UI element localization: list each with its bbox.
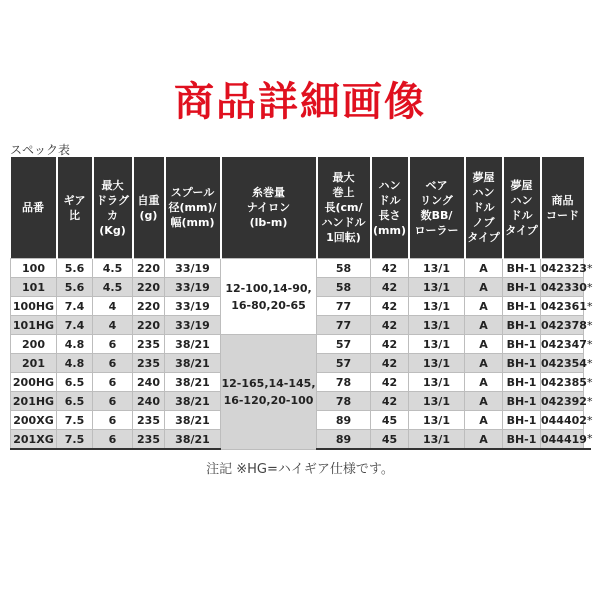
cell-gear: 5.6: [57, 278, 93, 297]
line-capacity-cell: 12-100,14-90, 16-80,20-65: [221, 259, 317, 335]
column-header: スプール 径(mm)/ 幅(mm): [165, 157, 221, 259]
cell-spool: 38/21: [165, 335, 221, 354]
row-mark: *: [587, 413, 593, 427]
cell-handle-type: BH-1: [503, 335, 541, 354]
column-header: ギア 比: [57, 157, 93, 259]
column-header: 夢屋 ハン ドル ノブ タイプ: [465, 157, 503, 259]
cell-model: 201HG: [11, 392, 57, 411]
mark-column-header: [584, 157, 591, 259]
cell-knob: A: [465, 411, 503, 430]
cell-bearing: 13/1: [409, 354, 465, 373]
cell-spool: 38/21: [165, 354, 221, 373]
cell-retrieve: 89: [317, 411, 371, 430]
cell-model: 101HG: [11, 316, 57, 335]
cell-handle: 42: [371, 316, 409, 335]
cell-handle-type: BH-1: [503, 411, 541, 430]
cell-drag: 6: [93, 392, 133, 411]
cell-handle-type: BH-1: [503, 392, 541, 411]
cell-handle: 45: [371, 411, 409, 430]
cell-model: 201: [11, 354, 57, 373]
cell-drag: 6: [93, 335, 133, 354]
line-capacity-cell: 12-165,14-145, 16-120,20-100: [221, 335, 317, 450]
cell-drag: 6: [93, 430, 133, 450]
cell-code: 042347: [541, 335, 584, 354]
cell-weight: 240: [133, 392, 165, 411]
cell-bearing: 13/1: [409, 316, 465, 335]
cell-weight: 220: [133, 297, 165, 316]
cell-retrieve: 58: [317, 259, 371, 278]
cell-gear: 6.5: [57, 373, 93, 392]
cell-handle: 42: [371, 392, 409, 411]
cell-gear: 7.4: [57, 316, 93, 335]
row-mark: *: [587, 375, 593, 389]
cell-handle: 42: [371, 278, 409, 297]
column-header: 最大 ドラグ カ (Kg): [93, 157, 133, 259]
cell-drag: 4.5: [93, 259, 133, 278]
cell-gear: 5.6: [57, 259, 93, 278]
column-header: 自重 (g): [133, 157, 165, 259]
cell-handle-type: BH-1: [503, 354, 541, 373]
cell-model: 101: [11, 278, 57, 297]
cell-handle-type: BH-1: [503, 430, 541, 450]
cell-drag: 6: [93, 354, 133, 373]
cell-handle: 45: [371, 430, 409, 450]
cell-bearing: 13/1: [409, 278, 465, 297]
cell-handle-type: BH-1: [503, 297, 541, 316]
cell-bearing: 13/1: [409, 411, 465, 430]
cell-model: 200XG: [11, 411, 57, 430]
cell-model: 100HG: [11, 297, 57, 316]
cell-weight: 240: [133, 373, 165, 392]
cell-spool: 38/21: [165, 373, 221, 392]
table-caption: スペック表: [10, 143, 71, 157]
column-header: 最大 巻上 長(cm/ ハンドル 1回転): [317, 157, 371, 259]
cell-spool: 38/21: [165, 392, 221, 411]
cell-drag: 6: [93, 373, 133, 392]
column-header: 夢屋 ハン ドル タイプ: [503, 157, 541, 259]
cell-knob: A: [465, 430, 503, 450]
row-mark: *: [587, 394, 593, 408]
cell-code: 042361: [541, 297, 584, 316]
cell-gear: 6.5: [57, 392, 93, 411]
cell-code: 042354: [541, 354, 584, 373]
cell-weight: 235: [133, 411, 165, 430]
cell-drag: 4: [93, 316, 133, 335]
column-header: 糸巻量 ナイロン (lb-m): [221, 157, 317, 259]
cell-code: 044402: [541, 411, 584, 430]
cell-retrieve: 89: [317, 430, 371, 450]
cell-handle-type: BH-1: [503, 373, 541, 392]
cell-gear: 4.8: [57, 354, 93, 373]
cell-knob: A: [465, 297, 503, 316]
table-header-row: [11, 157, 591, 259]
cell-retrieve: 78: [317, 373, 371, 392]
cell-code: 042323: [541, 259, 584, 278]
cell-code: 044419: [541, 430, 584, 450]
column-header: 品番: [11, 157, 57, 259]
cell-handle: 42: [371, 354, 409, 373]
cell-code: 042385: [541, 373, 584, 392]
row-mark: *: [587, 337, 593, 351]
cell-code: 042330: [541, 278, 584, 297]
cell-knob: A: [465, 335, 503, 354]
cell-spool: 38/21: [165, 430, 221, 450]
cell-retrieve: 78: [317, 392, 371, 411]
cell-weight: 220: [133, 278, 165, 297]
cell-handle-type: BH-1: [503, 316, 541, 335]
column-header: ハン ドル 長さ (mm): [371, 157, 409, 259]
column-header: 商品 コード: [541, 157, 584, 259]
cell-drag: 4.5: [93, 278, 133, 297]
column-header: ベア リング 数BB/ ローラー: [409, 157, 465, 259]
cell-weight: 220: [133, 259, 165, 278]
row-mark: *: [587, 318, 593, 332]
cell-knob: A: [465, 392, 503, 411]
footnote: 注記 ※HG=ハイギア仕様です。: [206, 462, 394, 477]
cell-gear: 7.4: [57, 297, 93, 316]
spec-table: [10, 157, 591, 450]
row-mark: *: [587, 299, 593, 313]
cell-code: 042378: [541, 316, 584, 335]
row-mark: *: [587, 356, 593, 370]
cell-knob: A: [465, 316, 503, 335]
cell-retrieve: 57: [317, 354, 371, 373]
cell-bearing: 13/1: [409, 297, 465, 316]
cell-model: 100: [11, 259, 57, 278]
cell-weight: 235: [133, 354, 165, 373]
row-mark: *: [584, 430, 591, 450]
cell-retrieve: 57: [317, 335, 371, 354]
cell-knob: A: [465, 259, 503, 278]
cell-spool: 38/21: [165, 411, 221, 430]
cell-handle: 42: [371, 373, 409, 392]
cell-retrieve: 77: [317, 316, 371, 335]
cell-model: 201XG: [11, 430, 57, 450]
cell-retrieve: 77: [317, 297, 371, 316]
cell-spool: 33/19: [165, 316, 221, 335]
cell-model: 200: [11, 335, 57, 354]
cell-handle: 42: [371, 297, 409, 316]
cell-gear: 7.5: [57, 430, 93, 450]
cell-handle-type: BH-1: [503, 278, 541, 297]
cell-knob: A: [465, 354, 503, 373]
cell-handle: 42: [371, 259, 409, 278]
cell-bearing: 13/1: [409, 259, 465, 278]
row-mark: *: [587, 261, 593, 275]
table-row: [11, 335, 591, 354]
cell-drag: 4: [93, 297, 133, 316]
cell-handle: 42: [371, 335, 409, 354]
cell-code: 042392: [541, 392, 584, 411]
cell-bearing: 13/1: [409, 335, 465, 354]
cell-knob: A: [465, 373, 503, 392]
cell-bearing: 13/1: [409, 373, 465, 392]
cell-gear: 7.5: [57, 411, 93, 430]
cell-knob: A: [465, 278, 503, 297]
row-mark: *: [587, 280, 593, 294]
cell-weight: 235: [133, 335, 165, 354]
table-body: [11, 259, 591, 450]
cell-retrieve: 58: [317, 278, 371, 297]
cell-weight: 220: [133, 316, 165, 335]
cell-spool: 33/19: [165, 297, 221, 316]
cell-handle-type: BH-1: [503, 259, 541, 278]
page-title: 商品詳細画像: [174, 79, 426, 125]
cell-model: 200HG: [11, 373, 57, 392]
cell-spool: 33/19: [165, 259, 221, 278]
cell-gear: 4.8: [57, 335, 93, 354]
cell-bearing: 13/1: [409, 392, 465, 411]
cell-drag: 6: [93, 411, 133, 430]
cell-bearing: 13/1: [409, 430, 465, 450]
cell-spool: 33/19: [165, 278, 221, 297]
table-row: [11, 259, 591, 278]
cell-weight: 235: [133, 430, 165, 450]
